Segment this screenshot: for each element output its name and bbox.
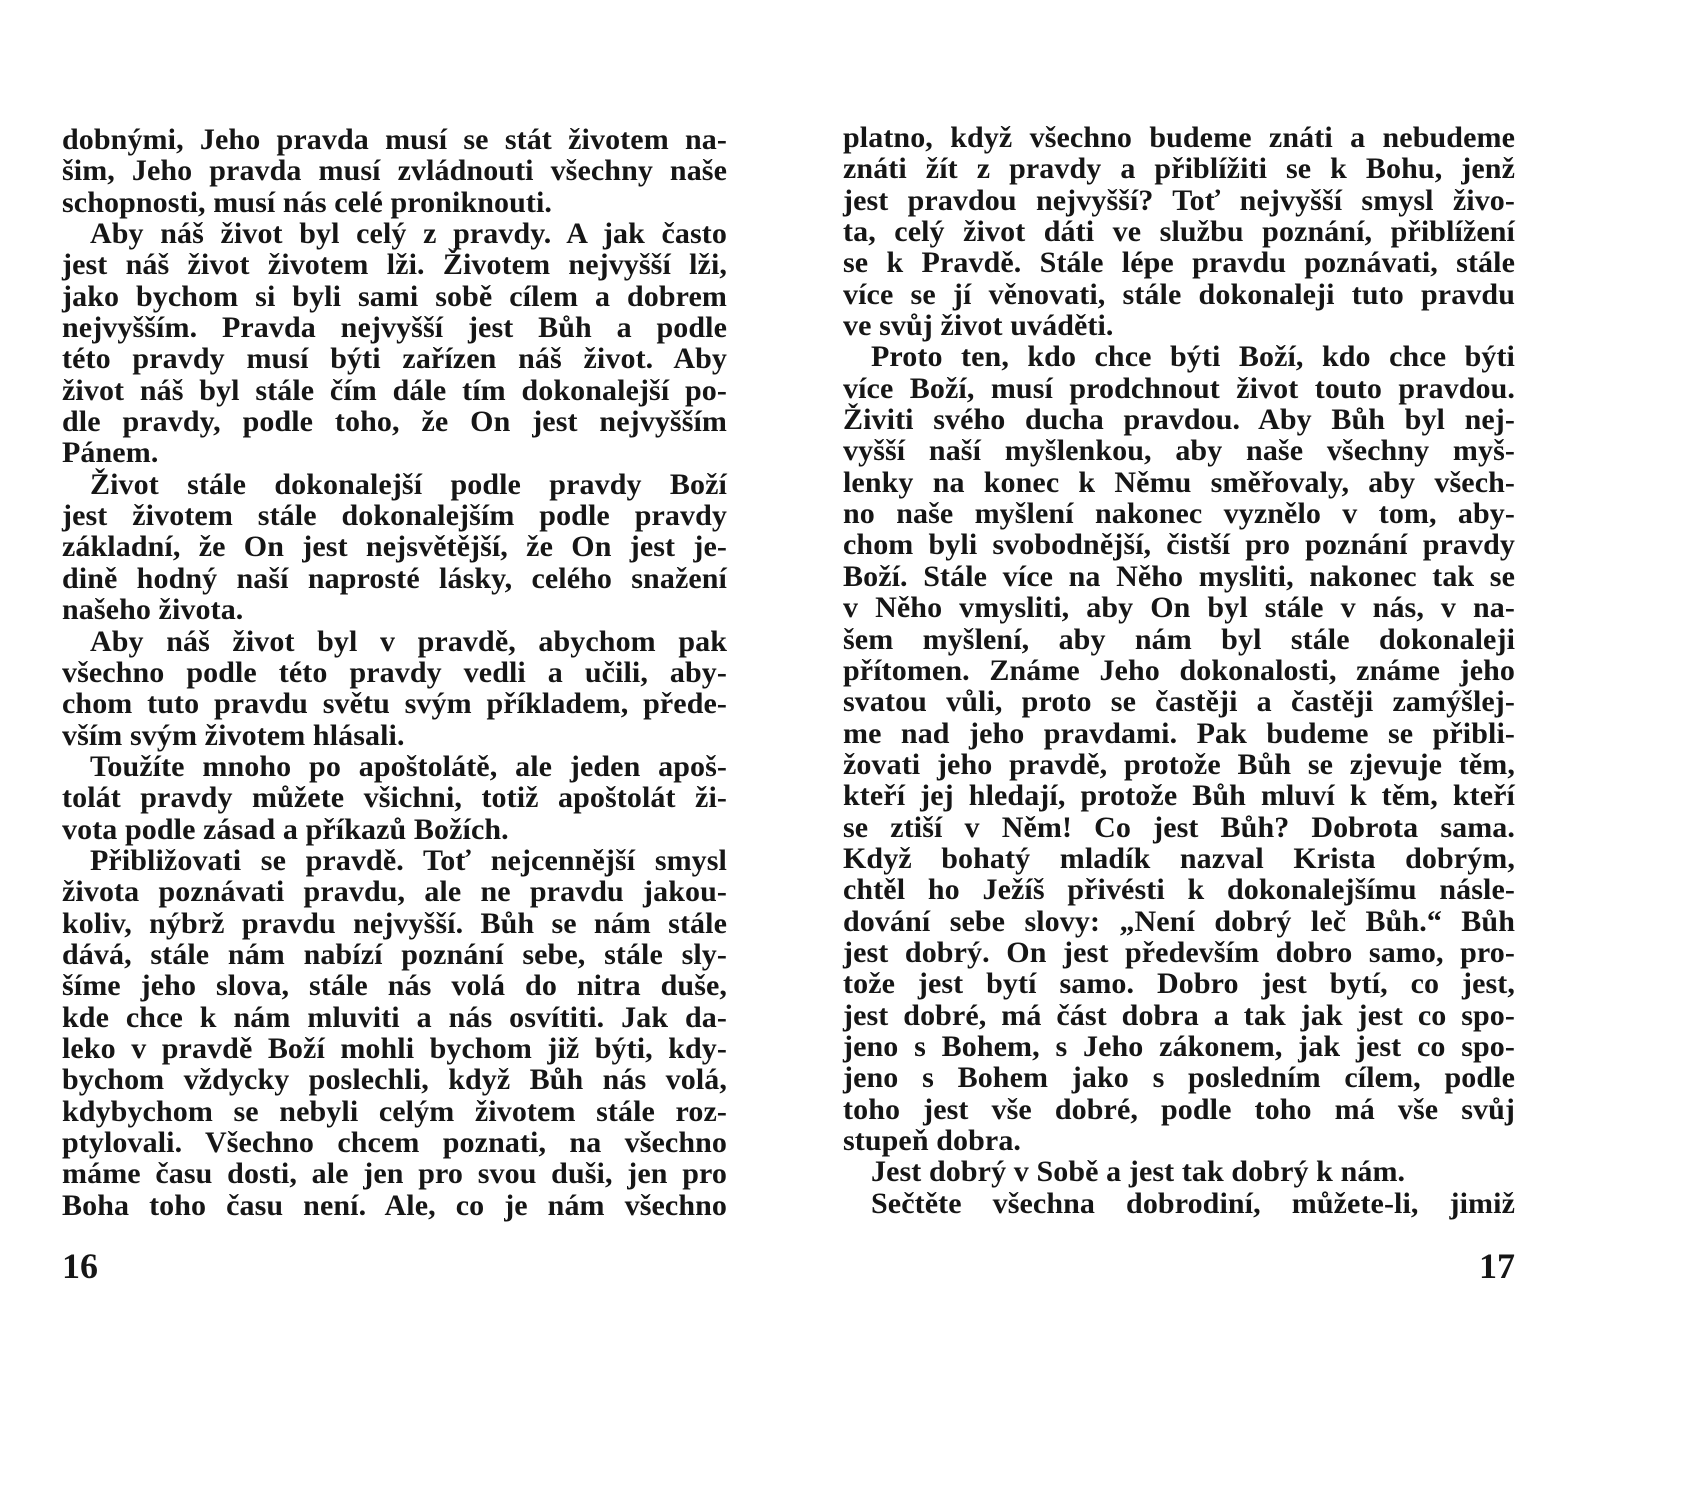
text-line: se k Pravdě. Stále lépe pravdu poznávati, stále bbox=[843, 246, 1515, 280]
text-line: vyšší naší myšlenkou, aby naše všechny myš- bbox=[843, 434, 1515, 468]
paragraph bbox=[62, 218, 727, 469]
text-line: dle pravdy, podle toho, že On jest nejvyšším bbox=[62, 405, 727, 439]
text-line: vota podle zásad a příkazů Božích. bbox=[62, 812, 509, 846]
text-line: Boha toho času není. Ale, co je nám všechno bbox=[62, 1188, 727, 1222]
text-line: jeno s Bohem jako s posledním cílem, podle bbox=[843, 1061, 1515, 1095]
text-line: Jest dobrý v Sobě a jest tak dobrý k nám. bbox=[871, 1155, 1406, 1189]
text-line: kteří jej hledají, protože Bůh mluví k těm, kteří bbox=[843, 779, 1515, 813]
left-page-text bbox=[62, 124, 727, 1221]
text-line: Když bohatý mladík nazval Krista dobrým, bbox=[843, 841, 1515, 875]
text-line: nejvyšším. Pravda nejvyšší jest Bůh a podle bbox=[62, 311, 727, 345]
text-line: Aby náš život byl celý z pravdy. A jak často bbox=[90, 217, 727, 251]
text-line: základní, že On jest nejsvětější, že On jest je- bbox=[62, 530, 727, 564]
text-line: Toužíte mnoho po apoštolátě, ale jeden apoš- bbox=[90, 749, 727, 783]
text-line: všechno podle této pravdy vedli a učili, aby- bbox=[62, 655, 727, 689]
text-line: šíme jeho slova, stále nás volá do nitra duše, bbox=[62, 969, 727, 1003]
text-line: dává, stále nám nabízí poznání sebe, stále sly- bbox=[62, 937, 727, 971]
text-line: tolát pravdy můžete všichni, totiž apoštolát ži- bbox=[62, 781, 727, 815]
text-line: tože jest bytí samo. Dobro jest bytí, co jest, bbox=[843, 967, 1515, 1001]
text-line: přítomen. Známe Jeho dokonalosti, známe jeho bbox=[843, 653, 1515, 687]
text-line: máme času dosti, ale jen pro svou duši, jen pro bbox=[62, 1157, 727, 1191]
text-line: jest dobrý. On jest především dobro samo, pro- bbox=[843, 935, 1515, 969]
text-line: lenky na konec k Němu směřovaly, aby všech- bbox=[843, 465, 1515, 499]
text-line: šem myšlení, aby nám byl stále dokonaleji bbox=[843, 622, 1515, 656]
text-line: chom byli svobodnější, čistší pro poznání pravdy bbox=[843, 528, 1515, 562]
text-line: Boží. Stále více na Něho mysliti, nakonec tak se bbox=[843, 559, 1515, 593]
text-line: této pravdy musí býti zařízen náš život. Aby bbox=[62, 342, 727, 376]
text-line: jeno s Bohem, s Jeho zákonem, jak jest co spo- bbox=[843, 1029, 1515, 1063]
text-line: život náš byl stále čím dále tím dokonalejší po- bbox=[62, 373, 727, 407]
paragraph bbox=[62, 469, 727, 626]
text-line: ta, celý život dáti ve službu poznání, přiblížení bbox=[843, 215, 1515, 249]
text-line: jako bychom si byli sami sobě cílem a dobrem bbox=[62, 279, 727, 313]
text-line: dování sebe slovy: „Není dobrý leč Bůh.“ Bůh bbox=[843, 904, 1515, 938]
text-line: chom tuto pravdu světu svým příkladem, přede- bbox=[62, 687, 727, 721]
text-line: koliv, nýbrž pravdu nejvyšší. Bůh se nám stále bbox=[62, 906, 727, 940]
text-line: jest dobré, má část dobra a tak jak jest co spo- bbox=[843, 998, 1515, 1032]
paragraph bbox=[843, 341, 1515, 1156]
text-line: šim, Jeho pravda musí zvládnouti všechny naše bbox=[62, 154, 727, 188]
text-line: jest pravdou nejvyšší? Toť nejvyšší smysl živo- bbox=[843, 183, 1515, 217]
text-line: života poznávati pravdu, ale ne pravdu jakou- bbox=[62, 875, 727, 909]
text-line: toho jest vše dobré, podle toho má vše svůj bbox=[843, 1092, 1515, 1126]
text-line: ptylovali. Všechno chcem poznati, na všechno bbox=[62, 1126, 727, 1159]
paragraph bbox=[62, 845, 727, 1221]
text-line: dině hodný naší naprosté lásky, celého snažení bbox=[62, 561, 727, 595]
text-line: stupeň dobra. bbox=[843, 1124, 1022, 1157]
paragraph bbox=[62, 751, 727, 845]
text-line: Živiti svého ducha pravdou. Aby Bůh byl nej- bbox=[843, 403, 1515, 437]
text-line: jest životem stále dokonalejším podle pravdy bbox=[62, 499, 727, 533]
text-line: svatou vůli, proto se častěji a častěji zamýšlej- bbox=[843, 685, 1515, 719]
text-line: jest náš život životem lži. Životem nejvyšší lži, bbox=[62, 248, 727, 282]
text-line: chtěl ho Ježíš přivésti k dokonalejšímu násle- bbox=[843, 873, 1515, 907]
paragraph bbox=[843, 1156, 1515, 1187]
right-page-text bbox=[843, 122, 1515, 1219]
page-number: 16 bbox=[62, 1246, 98, 1286]
text-line: našeho života. bbox=[62, 593, 244, 627]
text-line: Přibližovati se pravdě. Toť nejcennější smysl bbox=[90, 843, 727, 877]
text-line: vším svým životem hlásali. bbox=[62, 718, 405, 752]
text-line: ve svůj život uváděti. bbox=[843, 309, 1114, 343]
text-line: Pánem. bbox=[62, 436, 159, 470]
text-line: více Boží, musí prodchnout život touto pravdou. bbox=[843, 371, 1515, 405]
text-line: znáti žít z pravdy a přiblížiti se k Bohu, jenž bbox=[843, 152, 1515, 186]
text-line: no naše myšlení nakonec vyznělo v tom, aby- bbox=[843, 497, 1515, 531]
paragraph bbox=[843, 1188, 1515, 1219]
text-line: kde chce k nám mluviti a nás osvítiti. Jak da- bbox=[62, 1000, 727, 1034]
text-line: bychom vždycky poslechli, když Bůh nás volá, bbox=[62, 1063, 727, 1097]
text-line: kdybychom se nebyli celým životem stále roz- bbox=[62, 1094, 727, 1128]
paragraph bbox=[62, 124, 727, 218]
page-number: 17 bbox=[1479, 1246, 1515, 1286]
text-line: dobnými, Jeho pravda musí se stát životem na- bbox=[62, 123, 727, 156]
text-line: Život stále dokonalejší podle pravdy Boží bbox=[90, 467, 727, 501]
text-line: platno, když všechno budeme znáti a nebudeme bbox=[843, 121, 1515, 154]
text-line: Proto ten, kdo chce býti Boží, kdo chce býti bbox=[871, 340, 1515, 374]
text-line: Aby náš život byl v pravdě, abychom pak bbox=[90, 624, 727, 658]
paragraph bbox=[62, 626, 727, 751]
text-line: žovati jeho pravdě, protože Bůh se zjevuje těm, bbox=[843, 747, 1515, 781]
text-line: leko v pravdě Boží mohli bychom již býti, kdy- bbox=[62, 1031, 727, 1065]
text-line: se ztiší v Něm! Co jest Bůh? Dobrota sama. bbox=[843, 810, 1515, 844]
text-line: schopnosti, musí nás celé proniknouti. bbox=[62, 185, 553, 219]
paragraph bbox=[843, 122, 1515, 341]
text-line: me nad jeho pravdami. Pak budeme se přibli- bbox=[843, 716, 1515, 750]
text-line: Sečtěte všechna dobrodiní, můžete-li, jimiž bbox=[871, 1186, 1515, 1220]
text-line: více se jí věnovati, stále dokonaleji tuto pravdu bbox=[843, 277, 1515, 311]
text-line: v Něho vmysliti, aby On byl stále v nás, v na- bbox=[843, 591, 1515, 625]
